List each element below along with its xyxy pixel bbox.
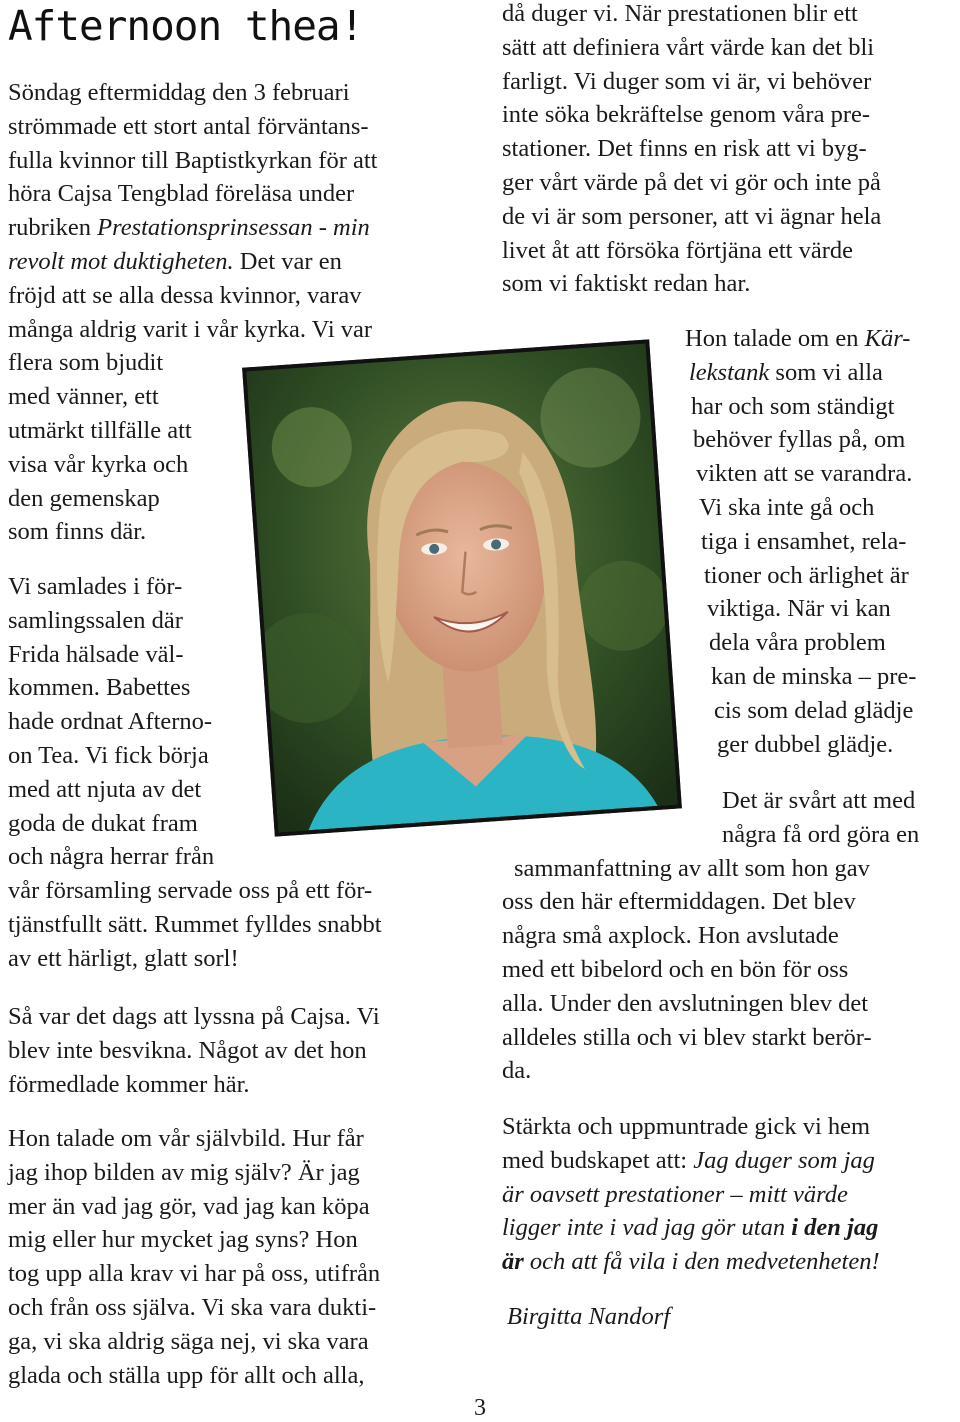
message-italic: Jag duger som jag <box>693 1146 875 1174</box>
text-line: ger vårt värde på det vi gör och inte på <box>502 168 881 196</box>
text-line: rubriken Prestationsprinsessan - min <box>8 214 370 242</box>
text-line: cis som delad glädje <box>714 696 914 724</box>
text-line: Stärkta och uppmuntrade gick vi hem <box>502 1113 871 1140</box>
right-column-p1 <box>502 0 881 301</box>
text-line: Birgitta Nandorf <box>507 1303 671 1330</box>
right-column-p2 <box>685 322 916 761</box>
text-line: mig eller hur mycket jag syns? Hon <box>8 1226 358 1254</box>
text-line: tiga i ensamhet, rela- <box>701 527 907 555</box>
text-line: revolt mot duktigheten. Det var en <box>8 247 342 275</box>
text-line: goda de dukat fram <box>8 809 198 837</box>
text-line: som vi faktiskt redan har. <box>502 270 751 298</box>
text-line: och några herrar från <box>8 843 215 871</box>
text-line: Söndag eftermiddag den 3 februari <box>8 79 350 106</box>
text-line: utmärkt tillfälle att <box>8 416 192 444</box>
text-line: med budskapet att: Jag duger som jag <box>502 1146 875 1174</box>
text-line: Hon talade om en Kär- <box>685 325 911 352</box>
text-line: inte söka bekräftelse genom våra pre- <box>502 101 871 129</box>
text-line: da. <box>502 1057 532 1085</box>
text-line: med ett bibelord och en bön för oss <box>502 955 849 983</box>
text-line: sammanfattning av allt som hon gav <box>514 854 870 882</box>
text-line: Hon talade om vår självbild. Hur får <box>8 1125 364 1152</box>
text-line: Det är svårt att med <box>722 787 916 814</box>
text-line: med att njuta av det <box>8 775 202 803</box>
left-column-p3 <box>8 1000 380 1101</box>
text-line: visa vår kyrka och <box>8 450 189 478</box>
text-line: glada och ställa upp för allt och alla, <box>8 1361 365 1389</box>
text-line: med vänner, ett <box>8 383 159 411</box>
text-line: farligt. Vi duger som vi är, vi behöver <box>502 67 872 95</box>
text-line: stationer. Det finns en risk att vi byg- <box>502 135 867 163</box>
text-line: tioner och ärlighet är <box>704 561 909 589</box>
message-italic: ligger inte i vad jag gör utan <box>502 1214 792 1242</box>
text-line: kan de minska – pre- <box>711 662 917 690</box>
text-line: vikten att se varandra. <box>696 460 913 488</box>
text-line: behöver fyllas på, om <box>693 426 906 454</box>
text-line: några få ord göra en <box>722 820 920 848</box>
message-bold-italic: är <box>502 1248 524 1276</box>
text-line: blev inte besvikna. Något av det hon <box>8 1036 367 1064</box>
text-line: många aldrig varit i vår kyrka. Vi var <box>8 315 373 343</box>
text-line: fulla kvinnor till Baptistkyrkan för att <box>8 146 378 174</box>
text-line: förmedlade kommer här. <box>8 1070 250 1098</box>
text-line: oss den här eftermiddagen. Det blev <box>502 888 856 916</box>
text-line: Frida hälsade väl- <box>8 640 184 668</box>
text-line: Vi ska inte gå och <box>699 493 875 521</box>
text-line: samlingssalen där <box>8 606 183 634</box>
text-line: mer än vad jag gör, vad jag kan köpa <box>8 1192 370 1220</box>
text-line: jag ihop bilden av mig själv? Är jag <box>8 1158 360 1186</box>
text-line: som finns där. <box>8 518 147 546</box>
right-column-p4 <box>502 1110 880 1279</box>
text-line: Vi samlades i för- <box>8 573 183 600</box>
text-line: tog upp alla krav vi har på oss, utifrån <box>8 1260 381 1288</box>
text-line: livet åt att försöka förtjäna ett värde <box>502 236 854 264</box>
text-line: vår församling servade oss på ett för- <box>8 877 373 905</box>
text-line: av ett härligt, glatt sorl! <box>8 944 239 972</box>
text-line: har och som ständigt <box>691 392 895 420</box>
text-line: fröjd att se alla dessa kvinnor, varav <box>8 281 362 309</box>
right-column-p3 <box>502 784 919 1088</box>
text-line: den gemenskap <box>8 484 160 512</box>
text-line: höra Cajsa Tengblad föreläsa under <box>8 180 355 208</box>
text-line: dela våra problem <box>709 629 886 657</box>
text-line: hade ordnat Afterno- <box>8 708 213 736</box>
text-line: tjänstfullt sätt. Rummet fylldes snabbt <box>8 910 382 938</box>
text-line: flera som bjudit <box>8 349 164 377</box>
text-line: då duger vi. När prestationen blir ett <box>502 0 858 27</box>
text-line: Så var det dags att lyssna på Cajsa. Vi <box>8 1003 380 1030</box>
text-line: ga, vi ska aldrig säga nej, vi ska vara <box>8 1327 369 1355</box>
message-bold-italic: i den jag <box>791 1214 879 1242</box>
left-column-p4 <box>8 1122 380 1392</box>
portrait-image <box>246 344 677 833</box>
text-line: alla. Under den avslutningen blev det <box>502 989 869 1017</box>
text-line <box>502 1245 880 1279</box>
message-italic: och att få vila i den medvetenheten! <box>523 1248 880 1276</box>
message-italic: är oavsett prestationer – mitt värde <box>502 1180 848 1208</box>
text-line: några små axplock. Hon avslutade <box>502 922 839 950</box>
article-title: Afternoon thea! <box>8 2 364 50</box>
talk-title-italic: revolt mot duktigheten. <box>8 247 234 275</box>
text-line: ger dubbel glädje. <box>717 730 894 758</box>
text-line: viktiga. När vi kan <box>707 595 891 623</box>
text-line <box>502 1211 880 1245</box>
text-line: alldeles stilla och vi blev starkt berör- <box>502 1023 872 1051</box>
text-line: och från oss själva. Vi ska vara dukti- <box>8 1293 377 1321</box>
text-line: kommen. Babettes <box>8 674 191 702</box>
text-line: de vi är som personer, att vi ägnar hela <box>502 202 882 230</box>
text-line: on Tea. Vi fick börja <box>8 741 209 769</box>
text-line: sätt att definiera vårt värde kan det bli <box>502 33 875 61</box>
text-line <box>502 1178 880 1212</box>
text-line: lekstank som vi alla <box>689 358 883 386</box>
text-line: strömmade ett stort antal förväntans- <box>8 112 369 140</box>
talk-title-italic: Prestationsprinsessan - min <box>97 214 370 242</box>
page-number: 3 <box>474 1395 486 1421</box>
author-signature <box>507 1300 670 1334</box>
portrait-photo <box>242 339 682 836</box>
